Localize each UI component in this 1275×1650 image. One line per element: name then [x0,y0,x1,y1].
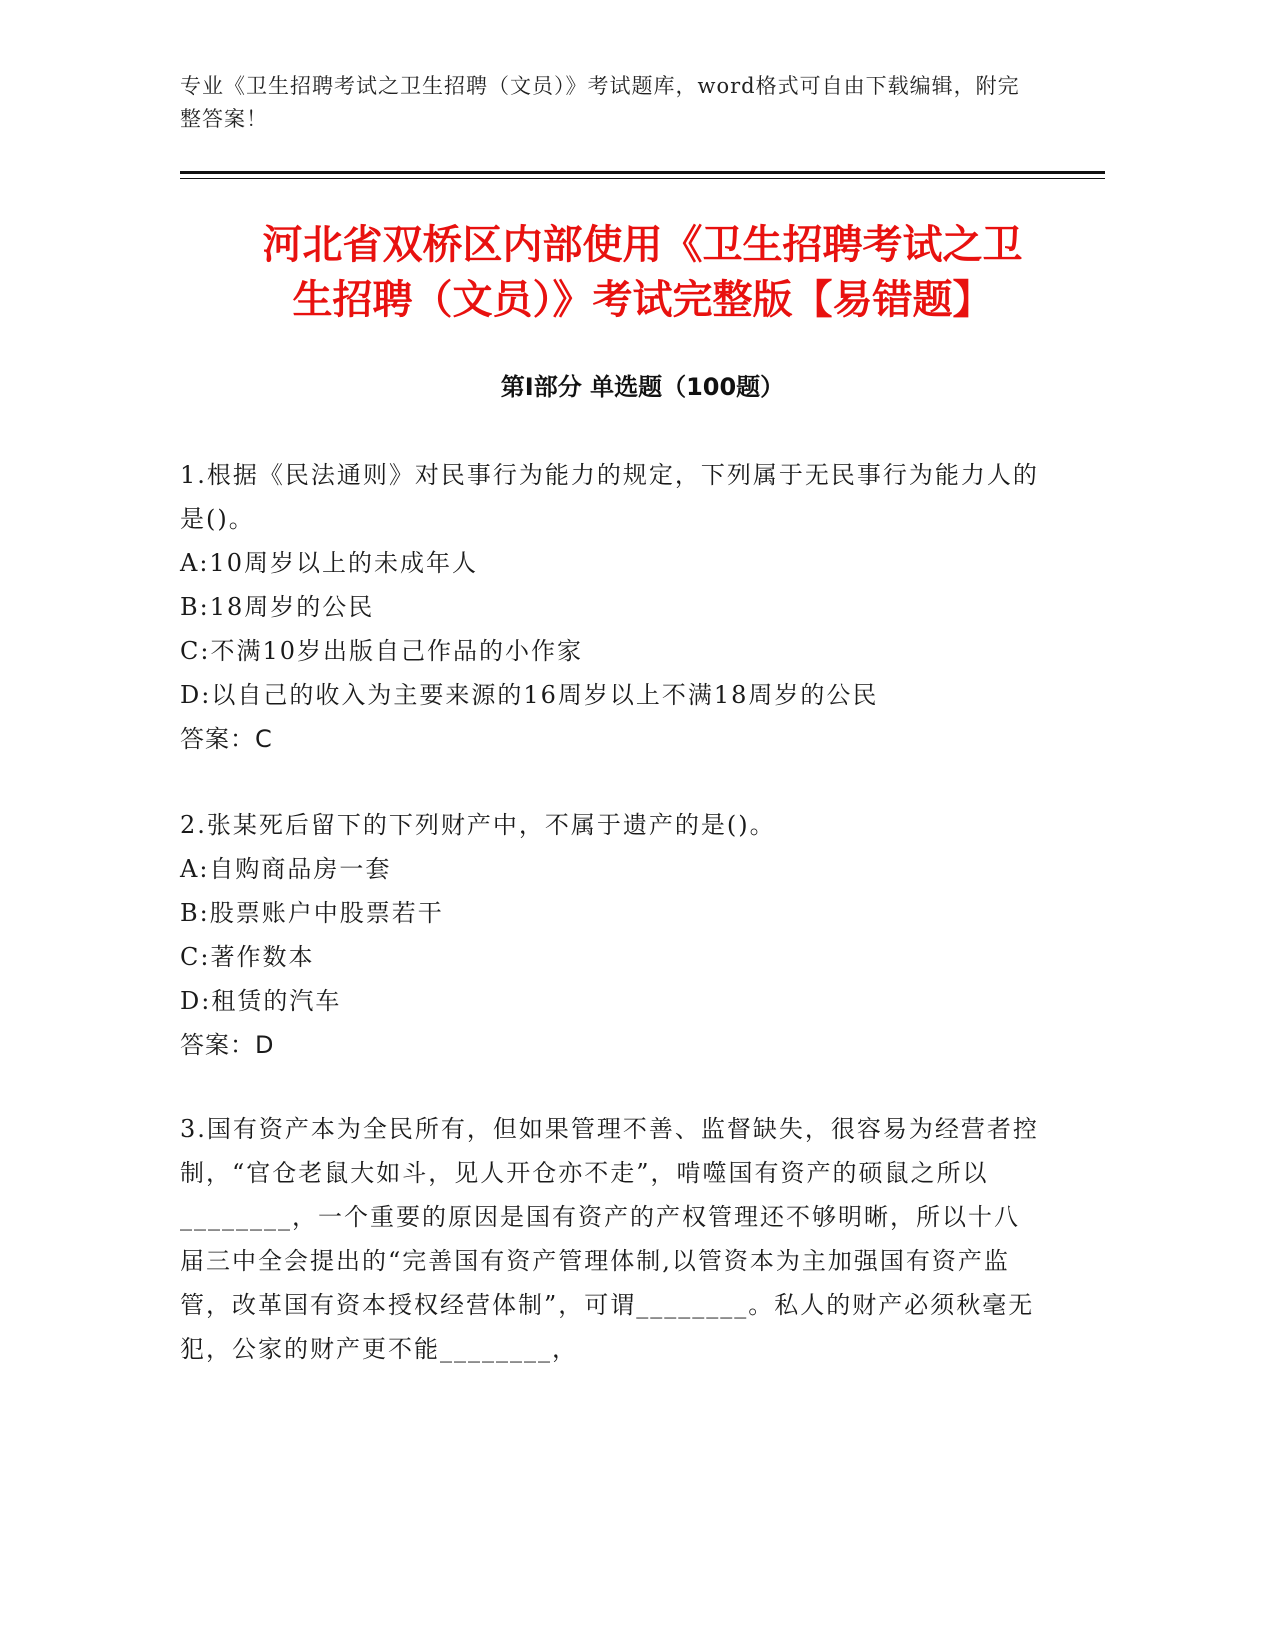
header-note: 专业《卫生招聘考试之卫生招聘（文员）》考试题库，word格式可自由下载编辑，附完整答案！ [180,74,1020,131]
question-3 [180,1107,1040,1371]
option-b: B:18周岁的公民 [180,593,375,621]
option-d: D:以自己的收入为主要来源的16周岁以上不满18周岁的公民 [180,681,879,709]
option-a: A:自购商品房一套 [180,855,392,883]
question-text: 3.国有资产本为全民所有，但如果管理不善、监督缺失，很容易为经营者控制，“官仓老鼠大如斗，见人开仓亦不走”，啃噬国有资产的硕鼠之所以________，一个重要的原因是国有资产的产权管理还不够明晰，所以十八届三中全会提出的“完善国有资产管理体制,以管资本为主加强国有资产监管，改革国有资本授权经营体制”，可谓________。私人的财产必须秋毫无犯，公家的财产更不能________， [180,1115,1039,1363]
option-a: A:10周岁以上的未成年人 [180,549,478,577]
option-c: C:著作数本 [180,943,315,971]
answer: 答案：D [180,1031,275,1059]
option-d: D:租赁的汽车 [180,987,342,1015]
question-text: 2.张某死后留下的下列财产中，不属于遗产的是()。 [180,811,776,839]
question-2 [180,803,1040,1067]
header-divider-thick [180,171,1105,174]
header-divider-thin [180,178,1105,179]
option-c: C:不满10岁出版自己作品的小作家 [180,637,583,665]
option-b: B:股票账户中股票若干 [180,899,444,927]
document-title-line-2: 生招聘（文员）》考试完整版【易错题】 [292,277,993,323]
answer: 答案：C [180,725,273,753]
question-text: 1.根据《民法通则》对民事行为能力的规定，下列属于无民事行为能力人的是()。 [180,461,1039,533]
question-1 [180,453,1040,761]
document-title-line-1: 河北省双桥区内部使用《卫生招聘考试之卫 [262,222,1023,268]
document-title [180,218,1105,328]
section-title: 第Ⅰ部分 单选题（100题） [500,373,785,401]
